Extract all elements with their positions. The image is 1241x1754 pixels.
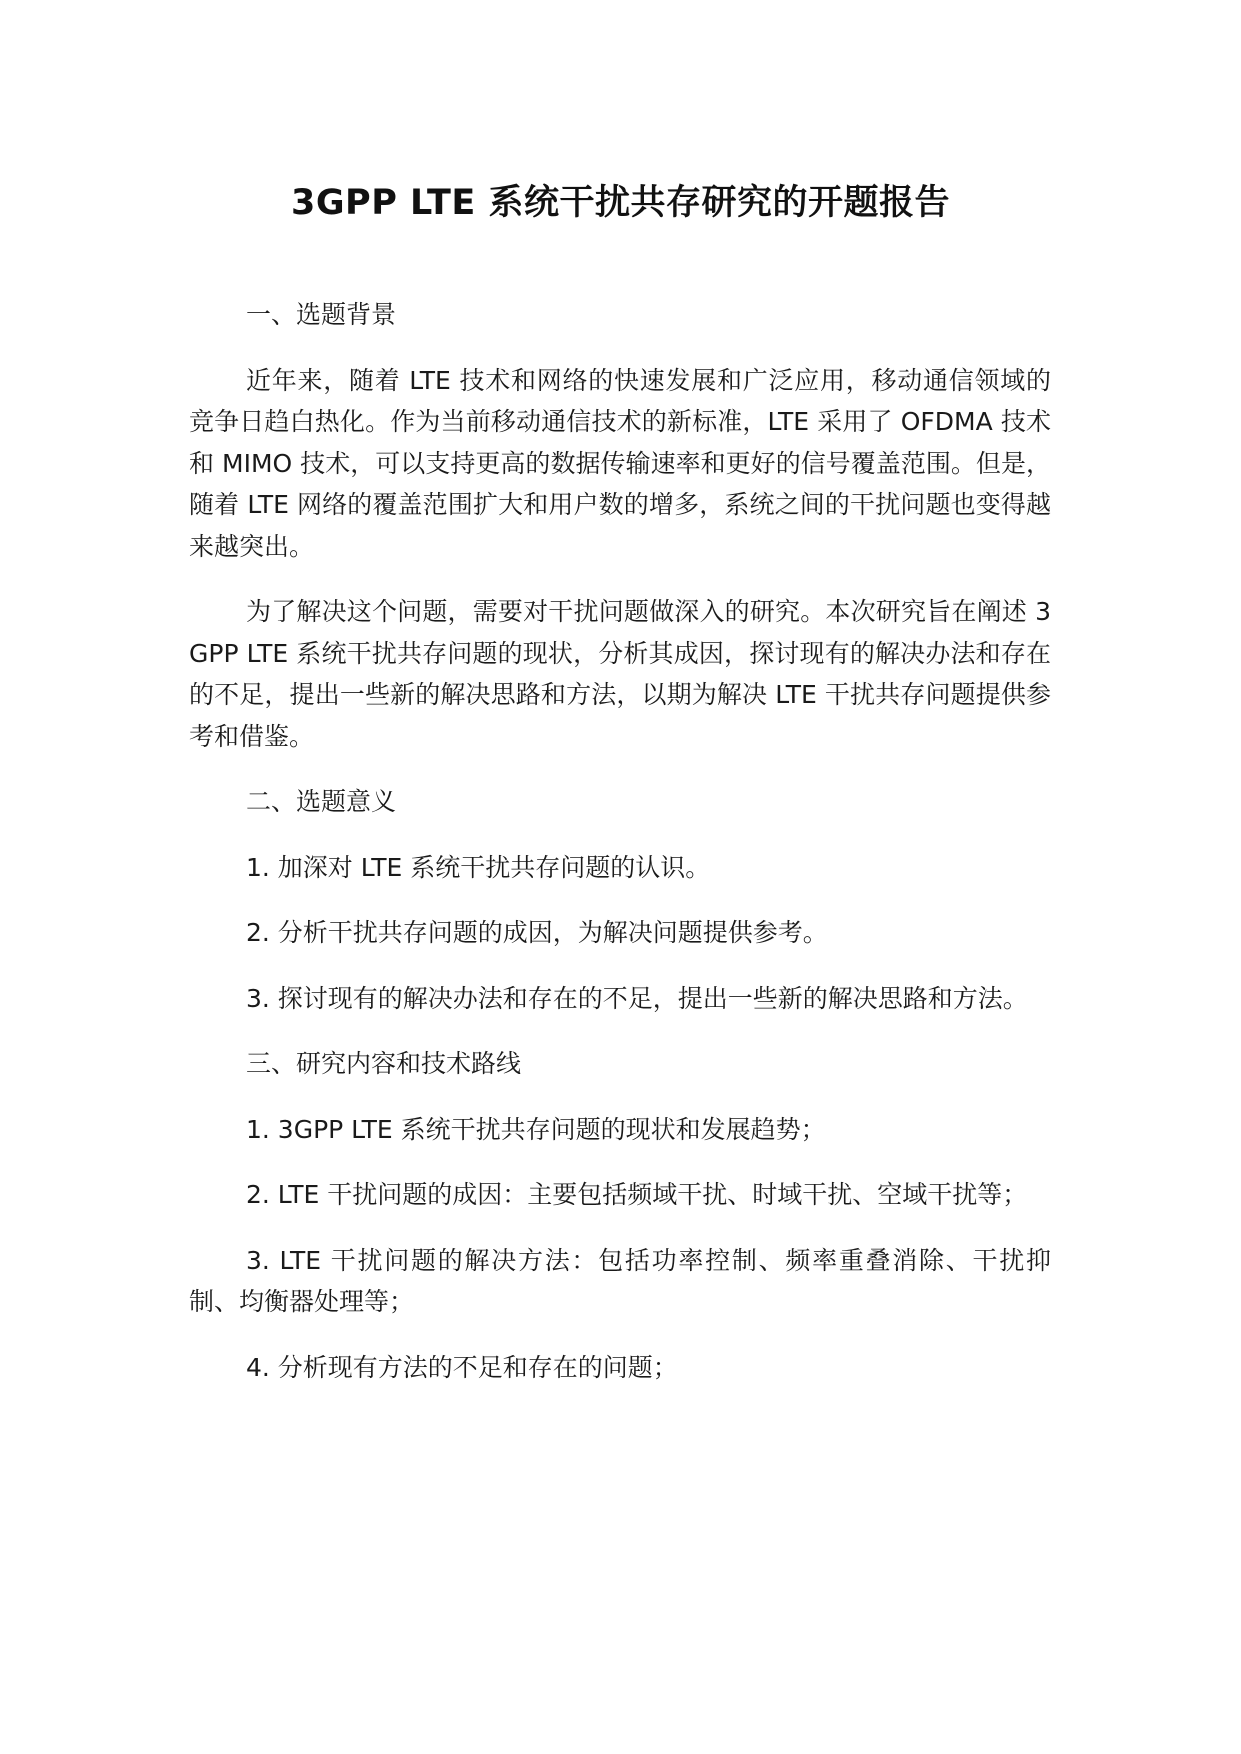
content-item: 2. LTE 干扰问题的成因：主要包括频域干扰、时域干扰、空域干扰等； bbox=[246, 1180, 1028, 1209]
significance-item: 2. 分析干扰共存问题的成因，为解决问题提供参考。 bbox=[246, 918, 828, 947]
content-item: 4. 分析现有方法的不足和存在的问题； bbox=[246, 1352, 678, 1382]
section-heading-significance: 二、选题意义 bbox=[246, 787, 397, 816]
content-item: 3. LTE 干扰问题的解决方法：包括功率控制、频率重叠消除、干扰抑制、均衡器处理等； bbox=[189, 1245, 1051, 1316]
content-item: 1. 3GPP LTE 系统干扰共存问题的现状和发展趋势； bbox=[246, 1114, 826, 1144]
document-body bbox=[189, 294, 1051, 1412]
background-paragraph-2: 为了解决这个问题，需要对干扰问题做深入的研究。本次研究旨在阐述 3GPP LTE 系统干扰共存问题的现状，分析其成因，探讨现有的解决办法和存在的不足，提出一些新的解决思路和方法，以期为解决 LTE 干扰共存问题提供参考和借鉴。 bbox=[189, 597, 1051, 751]
section-heading-background: 一、选题背景 bbox=[246, 300, 397, 329]
section-heading-content: 三、研究内容和技术路线 bbox=[246, 1049, 522, 1078]
significance-item: 3. 探讨现有的解决办法和存在的不足，提出一些新的解决思路和方法。 bbox=[246, 983, 1028, 1013]
document-title: 3GPP LTE 系统干扰共存研究的开题报告 bbox=[290, 183, 951, 223]
background-paragraph-1: 近年来，随着 LTE 技术和网络的快速发展和广泛应用，移动通信领域的竞争日趋白热化。作为当前移动通信技术的新标准，LTE 采用了 OFDMA 技术和 MIMO 技术，可以支持更高的数据传输速率和更好的信号覆盖范围。但是，随着 LTE 网络的覆盖范围扩大和用户数的增多，系统之间的干扰问题也变得越来越突出。 bbox=[189, 365, 1051, 561]
significance-item: 1. 加深对 LTE 系统干扰共存问题的认识。 bbox=[246, 852, 711, 882]
